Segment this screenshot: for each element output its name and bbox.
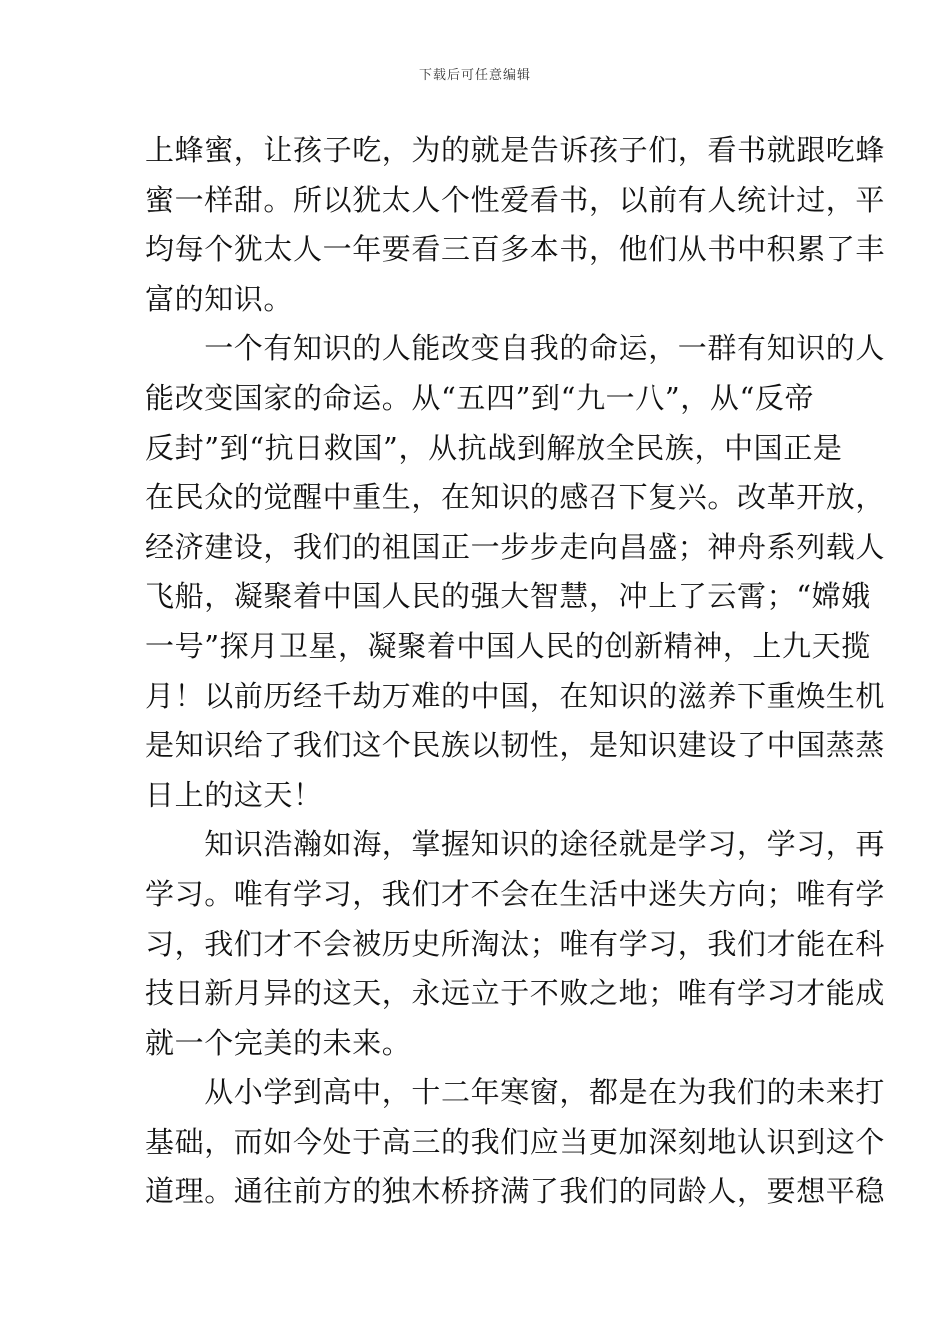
text-line: 反封”到“抗日救国”，从抗战到解放全民族，中国正是 [145,430,843,465]
text-line: 日上的这天！ [145,777,323,812]
text-line: 是知识给了我们这个民族以韧性，是知识建设了中国蒸蒸 [145,728,886,763]
text-line: 能改变国家的命运。从“五四”到“九一八”，从“反帝 [145,380,815,415]
text-line: 一个有知识的人能改变自我的命运，一群有知识的人 [145,331,886,366]
text-line: 就一个完美的未来。 [145,1025,412,1060]
document-body [145,126,886,1217]
text-line: 月！以前历经千劫万难的中国，在知识的滋养下重焕生机 [145,678,886,713]
text-line: 上蜂蜜，让孩子吃，为的就是告诉孩子们，看书就跟吃蜂 [145,133,886,167]
text-line: 经济建设，我们的祖国正一步步走向昌盛；神舟系列载人 [145,529,886,564]
text-line: 基础，而如今处于高三的我们应当更加深刻地认识到这个 [145,1124,886,1159]
text-line: 富的知识。 [145,281,294,316]
text-line: 习，我们才不会被历史所淘汰；唯有学习，我们才能在科 [145,926,886,961]
text-line: 蜜一样甜。所以犹太人个性爱看书，以前有人统计过，平 [145,182,886,217]
text-line: 一号”探月卫星，凝聚着中国人民的创新精神，上九天揽 [145,628,871,663]
text-line: 从小学到高中，十二年寒窗，都是在为我们的未来打 [145,1075,886,1110]
text-line: 飞船，凝聚着中国人民的强大智慧，冲上了云霄；“嫦娥 [145,579,871,614]
text-line: 均每个犹太人一年要看三百多本书，他们从书中积累了丰 [145,232,886,267]
text-line: 技日新月异的这天，永远立于不败之地；唯有学习才能成 [145,976,886,1011]
text-line: 学习。唯有学习，我们才不会在生活中迷失方向；唯有学 [145,876,886,911]
text-line: 在民众的觉醒中重生，在知识的感召下复兴。改革开放， [145,480,886,515]
text-line: 道理。通往前方的独木桥挤满了我们的同龄人，要想平稳 [145,1174,886,1209]
text-line: 知识浩瀚如海，掌握知识的途径就是学习，学习，再 [145,827,886,862]
page-header: 下载后可任意编辑 [418,68,531,83]
